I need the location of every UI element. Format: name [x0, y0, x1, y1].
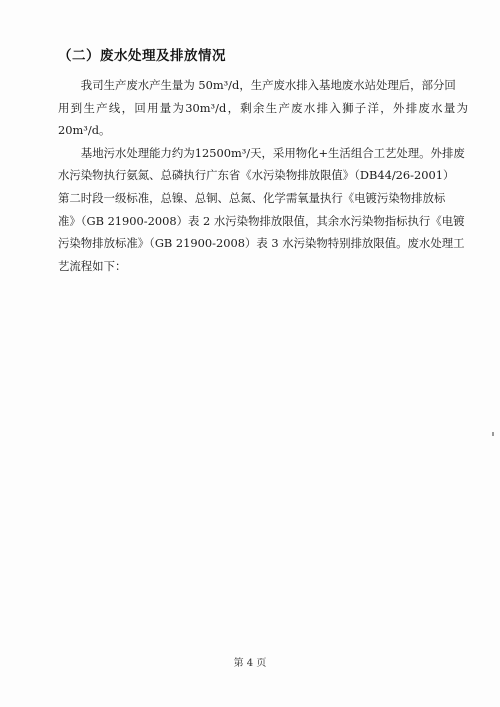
paragraph-line: 基地污水处理能力约为12500m³/天，采用物化+生活组合工艺处理。外排废 [80, 145, 465, 160]
paragraph-line: 准》（GB 21900-2008）表 2 水污染物排放限值，其余水污染物指标执行《电镀 [58, 213, 465, 228]
paragraph-line: 第二时段一级标准，总镍、总铜、总氮、化学需氧量执行《电镀污染物排放标 [58, 190, 446, 205]
paragraph-wastewater-volume [58, 74, 468, 142]
paragraph-line: 水污染物执行氨氮、总磷执行广东省《水污染物排放限值》（DB44/26-2001） [58, 168, 455, 183]
paragraph-line: 污染物排放标准》（GB 21900-2008）表 3 水污染物特别排放限值。废水处理工 [58, 236, 465, 251]
paragraph-line: 艺流程如下： [58, 258, 127, 273]
body-text [58, 74, 468, 277]
paragraph-line: 我司生产废水产生量为 50m³/d，生产废水排入基地废水站处理后，部分回 [80, 78, 456, 92]
paragraph-treatment-standards [58, 142, 468, 278]
scan-mark [492, 432, 494, 436]
paragraph-line: 用到生产线，回用量为30m³/d，剩余生产废水排入狮子洋，外排废水量为20m³/d。 [58, 100, 468, 138]
page-number: 第 4 页 [233, 658, 267, 669]
section-heading: （二）废水处理及排放情况 [58, 48, 226, 64]
